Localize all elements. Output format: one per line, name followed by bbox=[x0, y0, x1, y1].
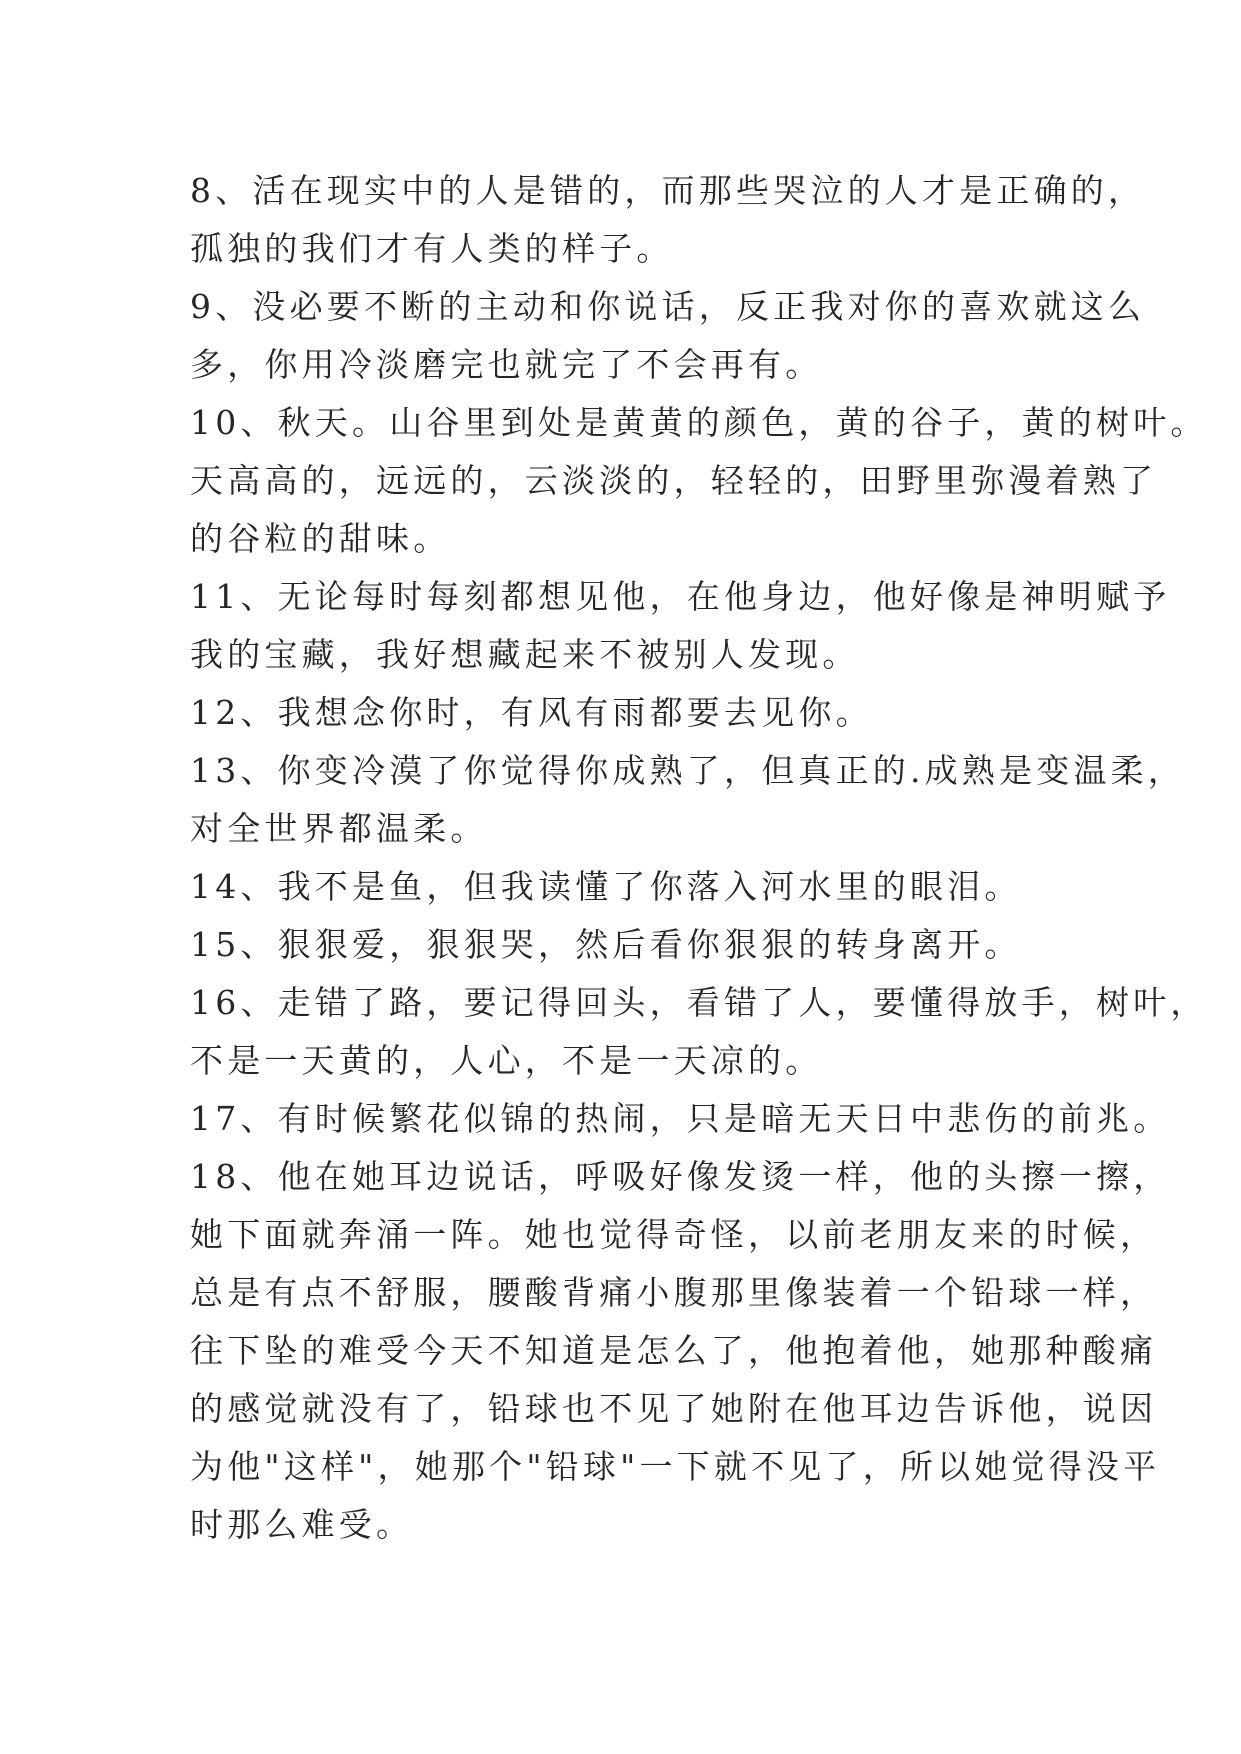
text-line: 18、他在她耳边说话，呼吸好像发烫一样，他的头擦一擦， bbox=[190, 1157, 1171, 1196]
text-line: 天高高的，远远的，云淡淡的，轻轻的，田野里弥漫着熟了 bbox=[190, 461, 1158, 500]
text-line: 往下坠的难受今天不知道是怎么了，他抱着他，她那种酸痛 bbox=[190, 1331, 1158, 1370]
text-line: 15、狠狠爱，狠狠哭，然后看你狠狠的转身离开。 bbox=[190, 925, 1022, 964]
text-line: 12、我想念你时，有风有雨都要去见你。 bbox=[190, 693, 873, 732]
text-line: 9、没必要不断的主动和你说话，反正我对你的喜欢就这么 bbox=[190, 287, 1146, 326]
text-line: 孤独的我们才有人类的样子。 bbox=[190, 229, 674, 268]
text-line: 不是一天黄的，人心，不是一天凉的。 bbox=[190, 1041, 823, 1080]
text-line: 10、秋天。山谷里到处是黄黄的颜色，黄的谷子，黄的树叶。 bbox=[190, 403, 1208, 442]
text-line: 17、有时候繁花似锦的热闹，只是暗无天日中悲伤的前兆。 bbox=[190, 1099, 1171, 1138]
text-line: 对全世界都温柔。 bbox=[190, 809, 488, 848]
text-line: 的谷粒的甜味。 bbox=[190, 519, 451, 558]
text-line: 13、你变冷漠了你觉得你成熟了，但真正的.成熟是变温柔， bbox=[190, 751, 1186, 790]
text-line: 总是有点不舒服，腰酸背痛小腹那里像装着一个铅球一样， bbox=[190, 1273, 1158, 1312]
text-line: 16、走错了路，要记得回头，看错了人，要懂得放手，树叶， bbox=[190, 983, 1208, 1022]
text-line: 的感觉就没有了，铅球也不见了她附在他耳边告诉他，说因 bbox=[190, 1389, 1158, 1428]
text-line: 她下面就奔涌一阵。她也觉得奇怪，以前老朋友来的时候， bbox=[190, 1215, 1158, 1254]
text-line: 我的宝藏，我好想藏起来不被别人发现。 bbox=[190, 635, 860, 674]
text-line: 多，你用冷淡磨完也就完了不会再有。 bbox=[190, 345, 823, 384]
text-line: 为他"这样"，她那个"铅球"一下就不见了，所以她觉得没平 bbox=[190, 1447, 1161, 1486]
text-line: 8、活在现实中的人是错的，而那些哭泣的人才是正确的， bbox=[190, 171, 1146, 210]
text-line: 14、我不是鱼，但我读懂了你落入河水里的眼泪。 bbox=[190, 867, 1022, 906]
text-line: 11、无论每时每刻都想见他，在他身边，他好像是神明赋予 bbox=[190, 577, 1171, 616]
document-body bbox=[190, 162, 1208, 1554]
text-line: 时那么难受。 bbox=[190, 1505, 414, 1544]
